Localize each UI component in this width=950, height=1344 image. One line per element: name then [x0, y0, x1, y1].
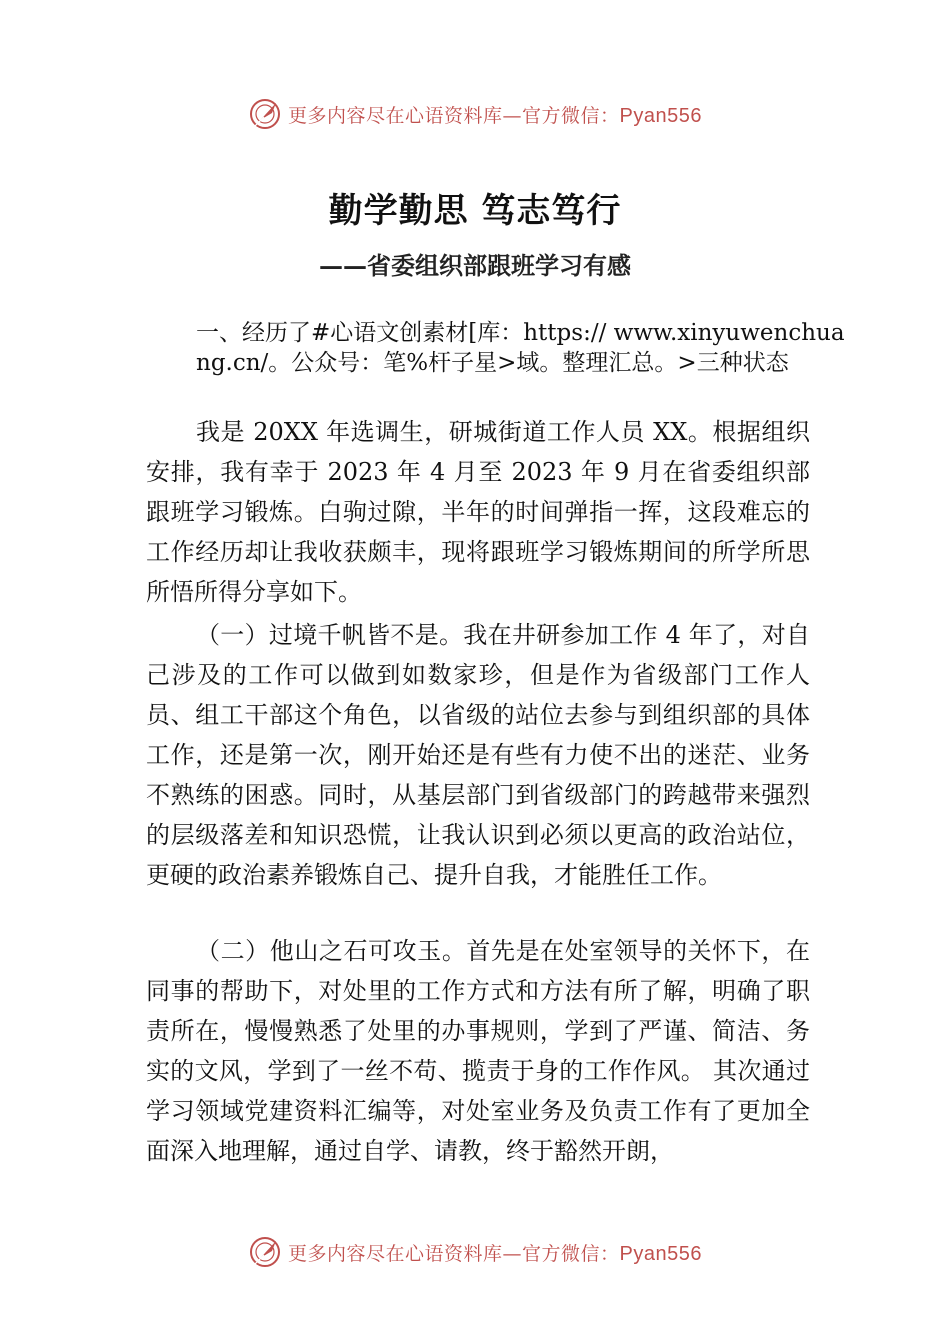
watermark-text: 更多内容尽在心语资料库—官方微信：Pyan556: [288, 104, 702, 127]
quill-pen-logo-icon: [248, 97, 282, 131]
header-watermark-banner: [0, 96, 950, 132]
document-title: 勤学勤思 笃志笃行: [328, 191, 622, 231]
document-subtitle: ——省委组织部跟班学习有感: [319, 251, 631, 280]
wechat-handle: Pyan556: [619, 1242, 702, 1265]
paragraph-section-2: （二）他山之石可攻玉。首先是在处室领导的关怀下，在同事的帮助下，对处里的工作方式和方法有所了解，明确了职责所在，慢慢熟悉了处里的办事规则，学到了严谨、简洁、务实的文风，学到了一丝不苟、揽责于身的工作作风。 其次通过学习领域党建资料汇编等，对处室业务及负责工作有了更加全面深入地理解，通过自学、请教，终于豁然开朗，: [146, 937, 810, 1165]
footer-watermark-banner: [0, 1234, 950, 1270]
watermark-text: 更多内容尽在心语资料库—官方微信：Pyan556: [288, 1242, 702, 1265]
wechat-handle: Pyan556: [619, 104, 702, 127]
quill-pen-logo-icon: [248, 1235, 282, 1269]
section-heading: 一、经历了#心语文创素材[库：https:// www.xinyuwenchuang.cn/。公众号：笔%杆子星>域。整理汇总。>三种状态: [196, 320, 845, 376]
paragraph-section-1: （一）过境千帆皆不是。我在井研参加工作 4 年了，对自己涉及的工作可以做到如数家珍，但是作为省级部门工作人员、组工干部这个角色，以省级的站位去参与到组织部的具体工作，还是第一次，刚开始还是有些有力使不出的迷茫、业务不熟练的困惑。同时，从基层部门到省级部门的跨越带来强烈的层级落差和知识恐慌，让我认识到必须以更高的政治站位，更硬的政治素养锻炼自己、提升自我，才能胜任工作。: [146, 621, 810, 889]
paragraph-intro: 我是 20XX 年选调生，研城街道工作人员 XX。根据组织安排，我有幸于 2023 年 4 月至 2023 年 9 月在省委组织部跟班学习锻炼。白驹过隙，半年的时间弹指一挥，这段难忘的工作经历却让我收获颇丰，现将跟班学习锻炼期间的所学所思所悟所得分享如下。: [146, 418, 810, 606]
